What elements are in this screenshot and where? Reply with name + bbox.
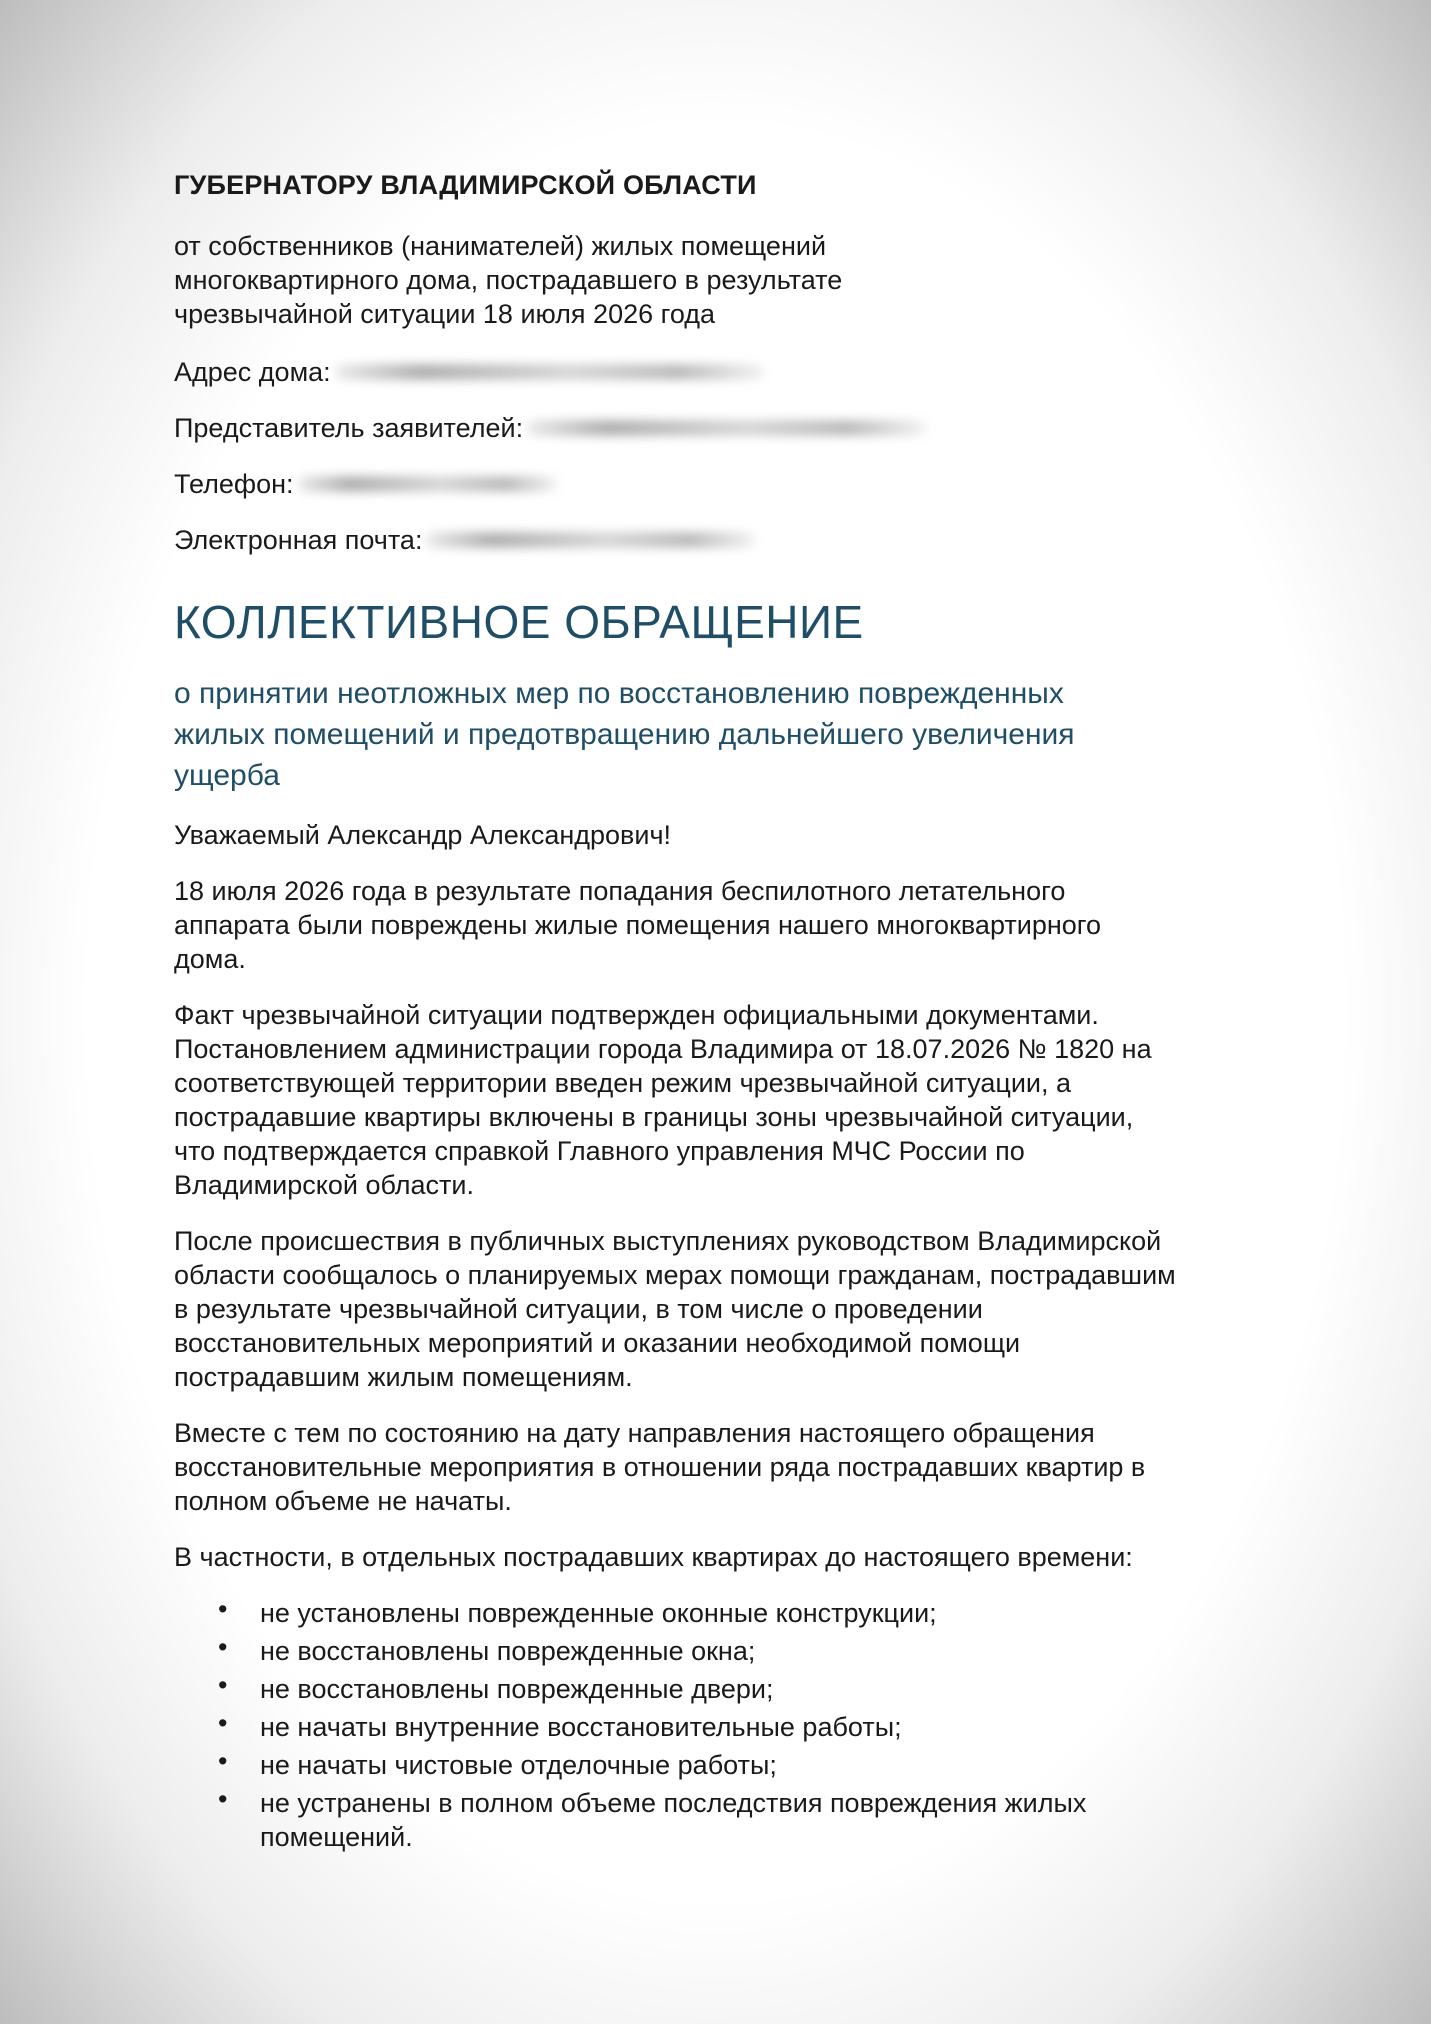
field-address bbox=[174, 353, 1274, 387]
list-item-text: не установлены поврежденные оконные конструкции; bbox=[260, 1598, 937, 1628]
paragraph-3: После происшествия в публичных выступлениях руководством Владимирской области сообщалось о планируемых мерах помощи гражданам, пострадавшим в результате чрезвычайной ситуации, в том числе о проведении восстановительных мероприятий и оказании необходимой помощи пострадавшим жилым помещениям. bbox=[174, 1226, 1176, 1392]
field-phone-label: Телефон: bbox=[174, 468, 294, 499]
list-item bbox=[218, 1786, 1274, 1854]
list-item bbox=[218, 1710, 1274, 1744]
list-item-text: не устранены в полном объеме последствия повреждения жилых помещений. bbox=[260, 1788, 1087, 1852]
list-item bbox=[218, 1596, 1274, 1630]
paragraph-1: 18 июля 2026 года в результате попадания беспилотного летательного аппарата были повреждены жилые помещения нашего многоквартирного дома. bbox=[174, 876, 1102, 974]
paragraph-5: В частности, в отдельных пострадавших квартирах до настоящего времени: bbox=[174, 1542, 1133, 1572]
list-item-text: не восстановлены поврежденные окна; bbox=[260, 1636, 756, 1666]
field-email-redacted-value bbox=[426, 532, 756, 548]
field-address-label: Адрес дома: bbox=[174, 356, 331, 387]
from-block: от собственников (нанимателей) жилых помещений многоквартирного дома, пострадавшего в результате чрезвычайной ситуации 18 июля 2026 года bbox=[174, 231, 843, 329]
bullet-icon: • bbox=[218, 1670, 228, 1700]
salutation: Уважаемый Александр Александрович! bbox=[174, 820, 672, 850]
paragraph-2: Факт чрезвычайной ситуации подтвержден официальными документами. Постановлением администрации города Владимира от 18.07.2026 № 1820 на соответствующей территории введен режим чрезвычайной ситуации, а пострадавшие квартиры включены в границы зоны чрезвычайной ситуации, что подтверждается справкой Главного управления МЧС России по Владимирской области. bbox=[174, 1000, 1152, 1200]
list-item-text: не начаты чистовые отделочные работы; bbox=[260, 1750, 777, 1780]
field-representative-redacted-value bbox=[527, 420, 927, 436]
field-email-label: Электронная почта: bbox=[174, 524, 423, 555]
list-item-text: не начаты внутренние восстановительные работы; bbox=[260, 1712, 902, 1742]
field-phone-redacted-value bbox=[298, 476, 558, 492]
list-item bbox=[218, 1672, 1274, 1706]
field-representative bbox=[174, 409, 1274, 443]
document-page bbox=[174, 170, 1274, 1858]
bullet-icon: • bbox=[218, 1632, 228, 1662]
list-item bbox=[218, 1748, 1274, 1782]
field-address-redacted-value bbox=[335, 364, 765, 380]
document-subtitle: о принятии неотложных мер по восстановлению поврежденных жилых помещений и предотвращению дальнейшего увеличения ущерба bbox=[174, 677, 1075, 792]
bullet-icon: • bbox=[218, 1746, 228, 1776]
damage-list bbox=[174, 1596, 1274, 1854]
field-email bbox=[174, 521, 1274, 555]
field-phone bbox=[174, 465, 1274, 499]
bullet-icon: • bbox=[218, 1784, 228, 1814]
field-representative-label: Представитель заявителей: bbox=[174, 412, 524, 443]
paragraph-4: Вместе с тем по состоянию на дату направления настоящего обращения восстановительные мероприятия в отношении ряда пострадавших квартир в полном объеме не начаты. bbox=[174, 1418, 1146, 1516]
document-title: КОЛЛЕКТИВНОЕ ОБРАЩЕНИЕ bbox=[174, 596, 864, 648]
list-item bbox=[218, 1634, 1274, 1668]
addressee-heading: ГУБЕРНАТОРУ ВЛАДИМИРСКОЙ ОБЛАСТИ bbox=[174, 170, 757, 200]
bullet-icon: • bbox=[218, 1708, 228, 1738]
bullet-icon: • bbox=[218, 1594, 228, 1624]
list-item-text: не восстановлены поврежденные двери; bbox=[260, 1674, 774, 1704]
